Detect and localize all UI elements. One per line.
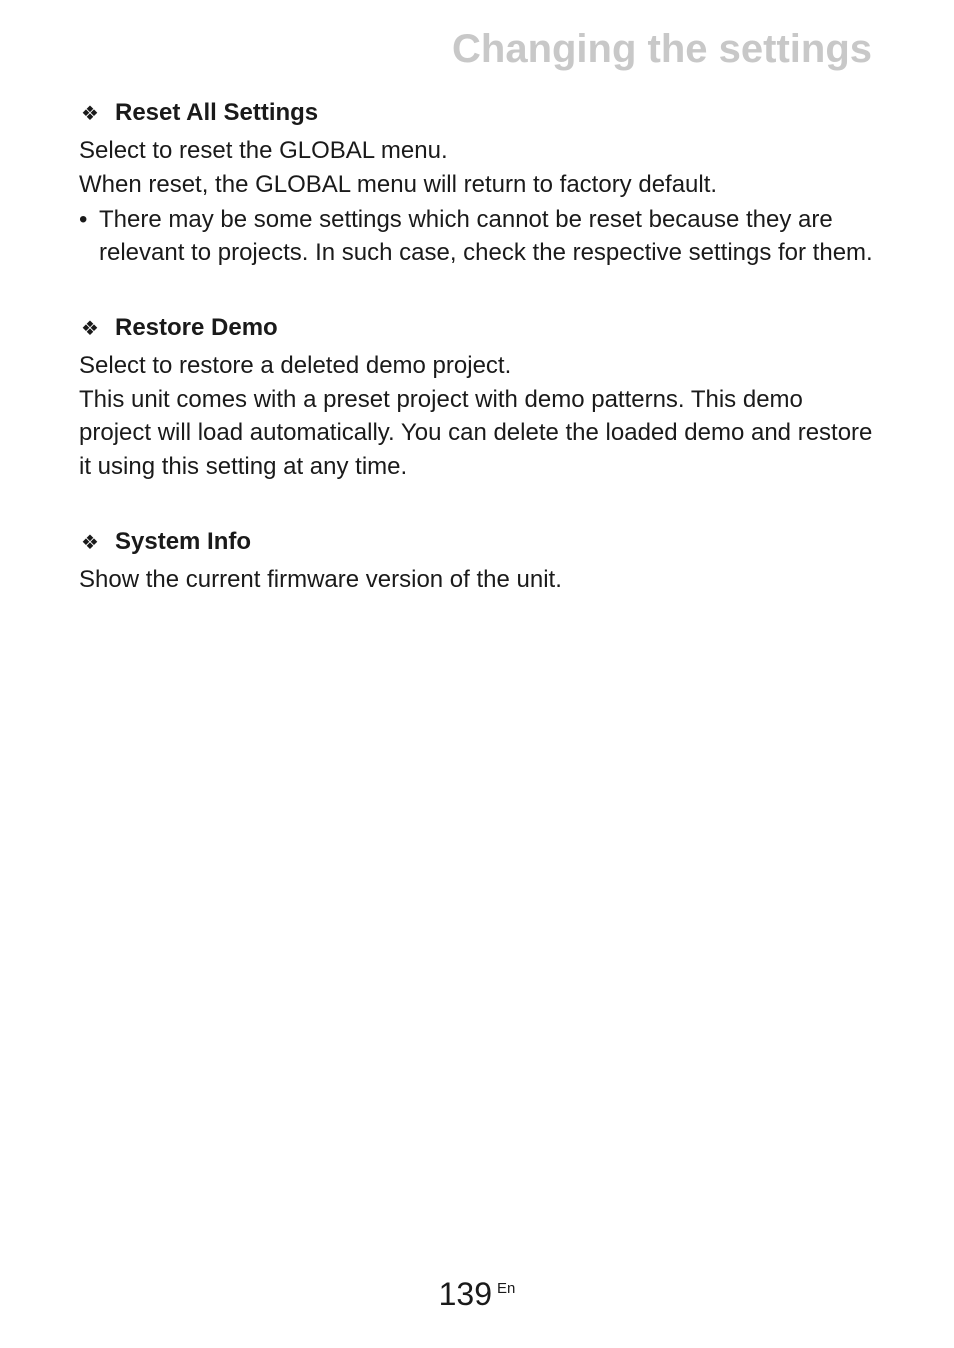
- section-heading: [79, 525, 879, 559]
- diamond-icon: ❖: [81, 317, 99, 340]
- section-heading-text: Reset All Settings: [115, 99, 319, 126]
- paragraph: Show the current firmware version of the unit.: [79, 566, 562, 593]
- paragraph: When reset, the GLOBAL menu will return to factory default.: [79, 170, 718, 198]
- section-reset-all-settings: [79, 96, 879, 269]
- paragraph: Select to restore a deleted demo project.: [79, 352, 512, 379]
- bullet-dot-icon: •: [79, 206, 88, 233]
- bullet-text: There may be some settings which cannot be reset because they are relevant to projects. In such case, check the respective settings for them.: [99, 206, 873, 266]
- page-title: Changing the settings: [452, 27, 872, 71]
- section-heading: [79, 311, 879, 345]
- page-language: En: [497, 1280, 516, 1297]
- diamond-icon: ❖: [81, 531, 99, 554]
- page-footer: [0, 1276, 954, 1313]
- paragraph: Select to reset the GLOBAL menu.: [79, 137, 448, 164]
- section-heading-text: System Info: [115, 528, 252, 555]
- section-heading-text: Restore Demo: [115, 314, 278, 341]
- section-restore-demo: [79, 311, 879, 483]
- section-heading: [79, 96, 879, 130]
- section-system-info: [79, 525, 879, 597]
- page-number: 139: [438, 1276, 493, 1312]
- page-content: [79, 96, 879, 639]
- bullet-item: [79, 203, 879, 269]
- diamond-icon: ❖: [81, 102, 99, 125]
- paragraph: This unit comes with a preset project with demo patterns. This demo project will load automatically. You can delete the loaded demo and restore it using this setting at any time.: [79, 385, 873, 480]
